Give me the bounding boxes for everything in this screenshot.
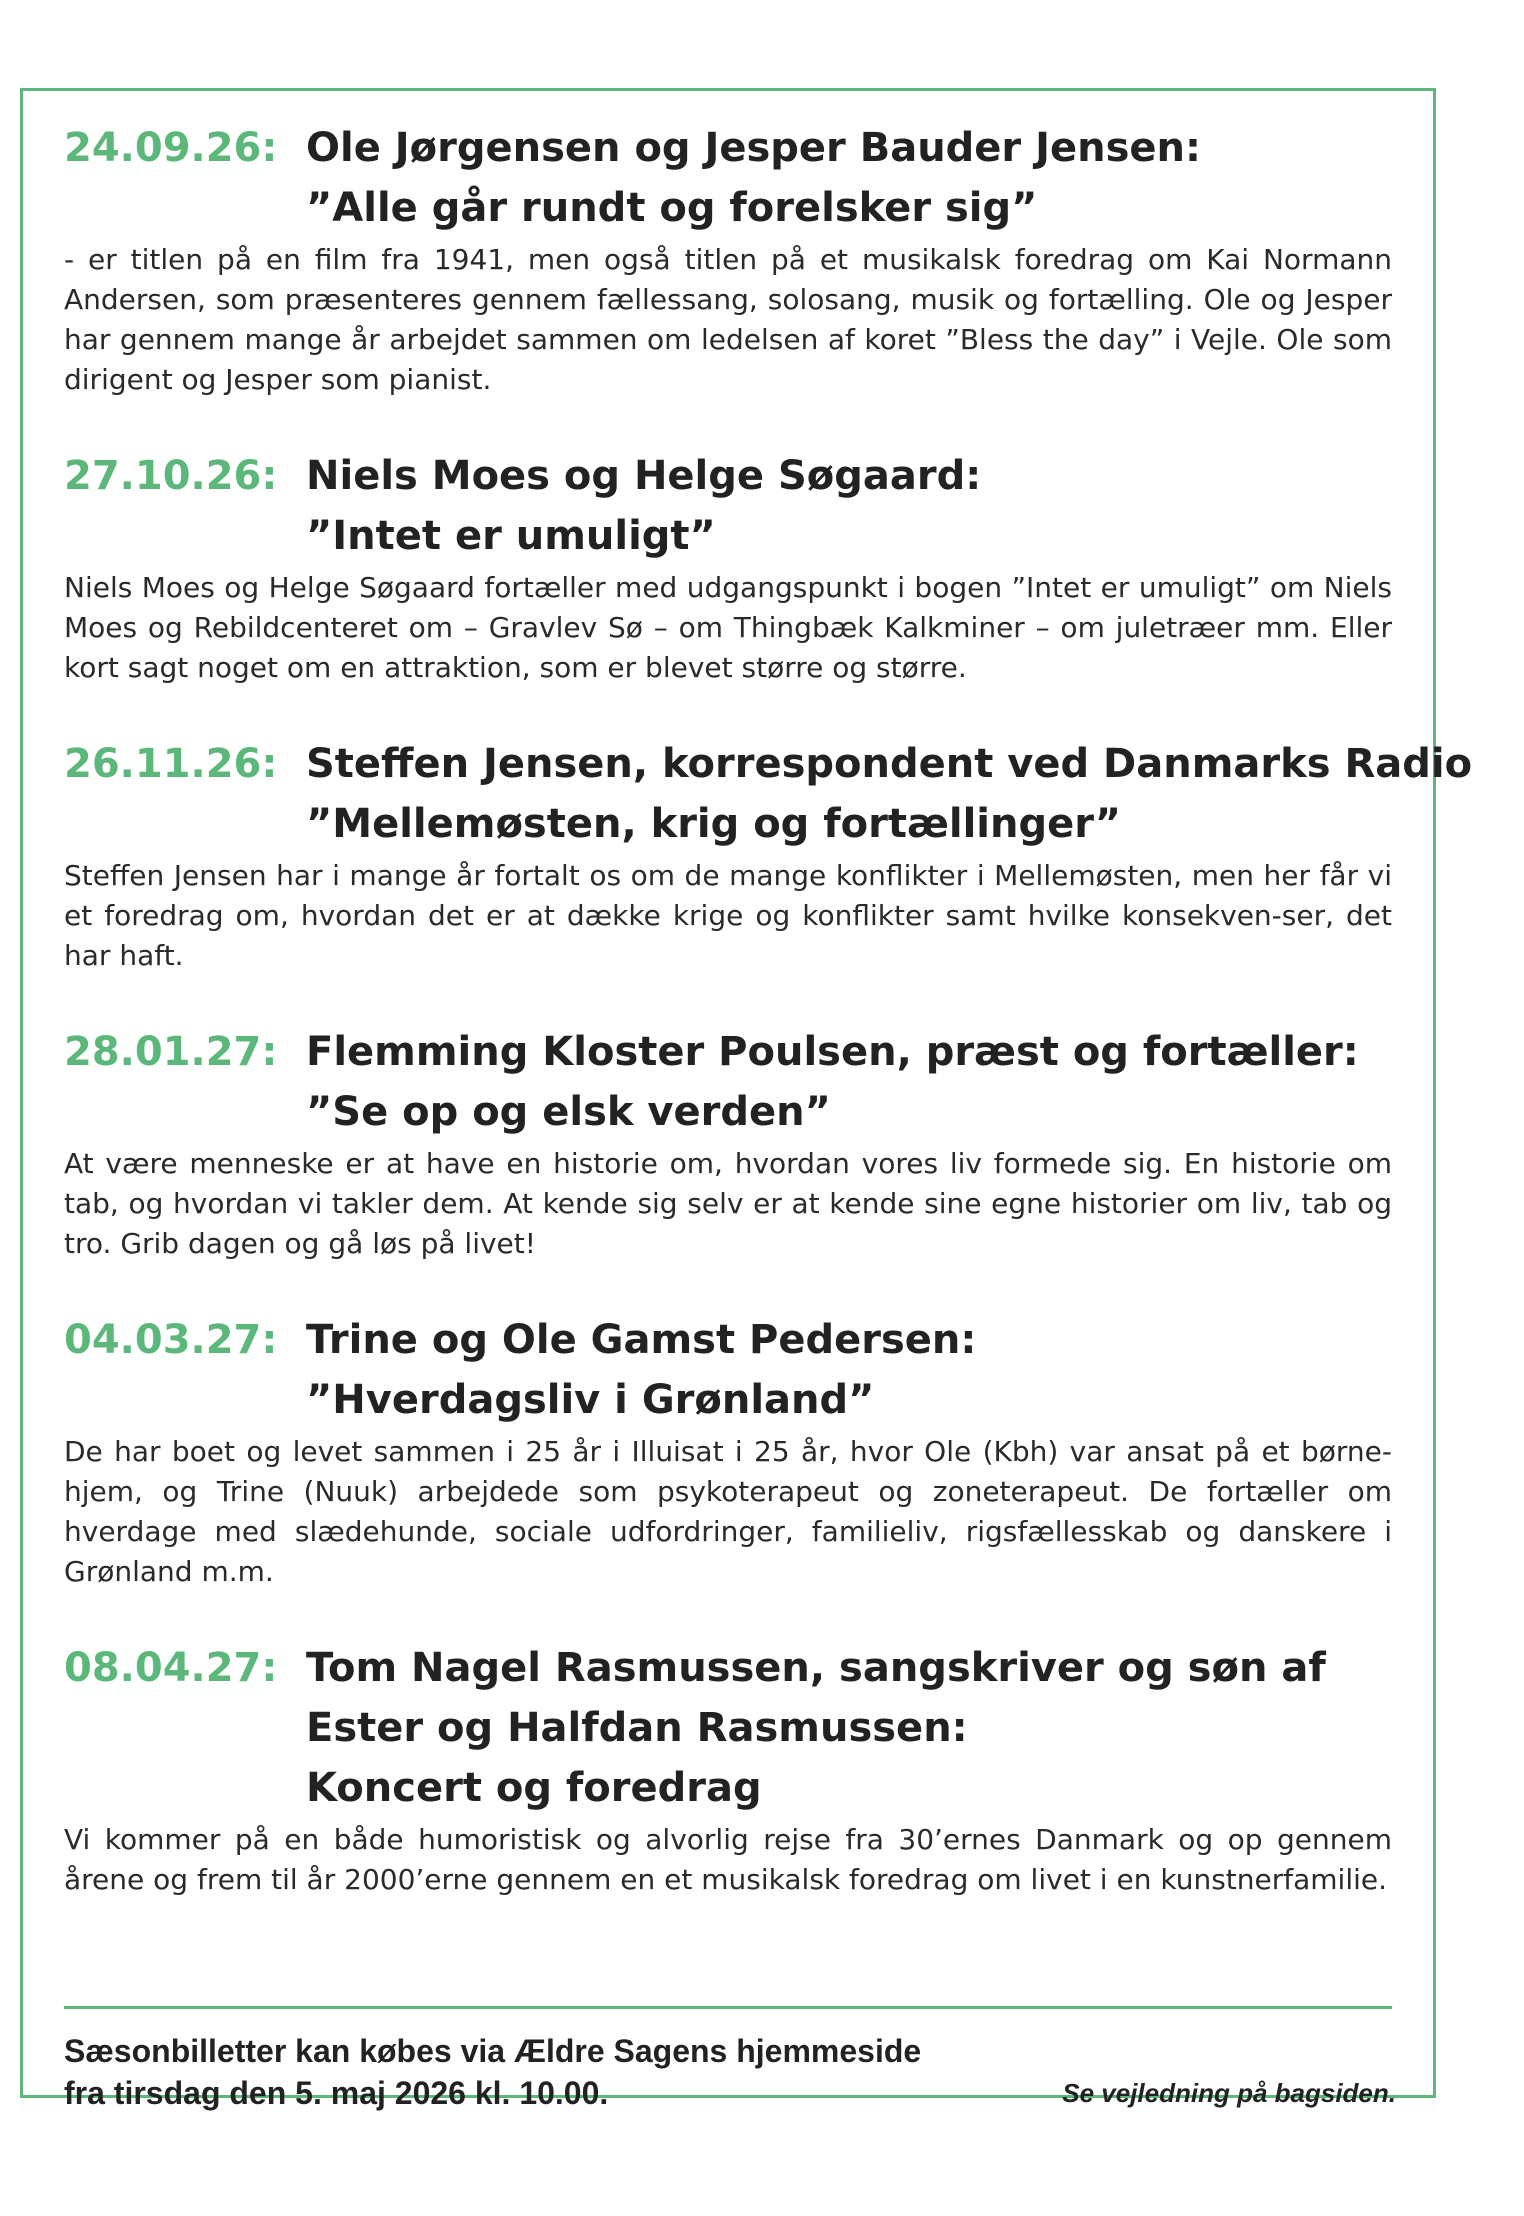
event-item bbox=[64, 118, 1392, 400]
event-title-line: ”Alle går rundt og forelsker sig” bbox=[306, 185, 1038, 231]
event-date: 28.01.27: bbox=[64, 1029, 278, 1075]
event-title-line: Ester og Halfdan Rasmussen: bbox=[306, 1705, 968, 1751]
event-date: 24.09.26: bbox=[64, 125, 278, 171]
event-date: 27.10.26: bbox=[64, 453, 278, 499]
season-ticket-line: Sæsonbilletter kan købes via Ældre Sagens hjemmeside bbox=[64, 2033, 922, 2069]
event-title-line: ”Intet er umuligt” bbox=[306, 513, 716, 559]
event-description: Niels Moes og Helge Søgaard fortæller med udgangspunkt i bogen ”Intet er umuligt” om Niels Moes og Rebildcenteret om – Gravlev Sø – om Thingbæk Kalkminer – om juletræer mm. Eller kort sagt noget om en attraktion, som er blevet større og større. bbox=[64, 571, 1392, 684]
event-item bbox=[64, 1022, 1392, 1264]
event-description: Vi kommer på en både humoristisk og alvorlig rejse fra 30’ernes Danmark og op gennem årene og frem til år 2000’erne gennem en et musikalsk foredrag om livet i en kunstnerfamilie. bbox=[64, 1823, 1392, 1896]
event-title-line: Trine og Ole Gamst Pedersen: bbox=[306, 1317, 977, 1363]
event-title bbox=[306, 1638, 1392, 1818]
event-title-line: Ole Jørgensen og Jesper Bauder Jensen: bbox=[306, 125, 1201, 171]
event-title bbox=[306, 118, 1392, 238]
event-item bbox=[64, 1638, 1392, 1900]
event-description: Steffen Jensen har i mange år fortalt os om de mange konflikter i Mellemøsten, men her får vi et foredrag om, hvordan det er at dække krige og konflikter samt hvilke konsekven-ser, det har haft. bbox=[64, 859, 1392, 972]
event-date: 26.11.26: bbox=[64, 741, 278, 787]
event-title-line: ”Hverdagsliv i Grønland” bbox=[306, 1377, 875, 1423]
event-title bbox=[306, 1022, 1392, 1142]
event-title-line: Niels Moes og Helge Søgaard: bbox=[306, 453, 982, 499]
event-description: De har boet og levet sammen i 25 år i Illuisat i 25 år, hvor Ole (Kbh) var ansat på et børne-hjem, og Trine (Nuuk) arbejdede som psykoterapeut og zoneterapeut. De fortæller om hverdage med slædehunde, sociale udfordringer, familieliv, rigsfællesskab og danskere i Grønland m.m. bbox=[64, 1435, 1392, 1588]
event-description: - er titlen på en film fra 1941, men også titlen på et musikalsk foredrag om Kai Normann Andersen, som præsenteres gennem fællessang, solosang, musik og fortælling. Ole og Jesper har gennem mange år arbejdet sammen om ledelsen af koret ”Bless the day” i Vejle. Ole som dirigent og Jesper som pianist. bbox=[64, 243, 1392, 396]
season-ticket-info bbox=[64, 2030, 921, 2114]
event-title bbox=[306, 446, 1392, 566]
event-header bbox=[64, 734, 1473, 854]
event-title bbox=[306, 734, 1472, 854]
footer-divider bbox=[64, 2006, 1392, 2009]
event-date: 08.04.27: bbox=[64, 1645, 278, 1691]
back-page-note: Se vejledning på bagsiden. bbox=[1062, 2078, 1396, 2108]
event-title-line: Tom Nagel Rasmussen, sangskriver og søn af bbox=[306, 1645, 1326, 1691]
event-item bbox=[64, 446, 1392, 688]
event-date: 04.03.27: bbox=[64, 1317, 278, 1363]
event-title-line: Flemming Kloster Poulsen, præst og fortæller: bbox=[306, 1029, 1359, 1075]
event-list bbox=[64, 118, 1473, 1946]
event-title-line: Steffen Jensen, korrespondent ved Danmarks Radio bbox=[306, 741, 1473, 787]
event-title-line: ”Se op og elsk verden” bbox=[306, 1089, 831, 1135]
event-header bbox=[64, 446, 1392, 566]
event-title-line: Koncert og foredrag bbox=[306, 1765, 762, 1811]
season-ticket-line: fra tirsdag den 5. maj 2026 kl. 10.00. bbox=[64, 2075, 609, 2111]
event-description: At være menneske er at have en historie om, hvordan vores liv formede sig. En historie om tab, og hvordan vi takler dem. At kende sig selv er at kende sine egne historier om liv, tab og tro. Grib dagen og gå løs på livet! bbox=[64, 1147, 1392, 1260]
event-title-line: ”Mellemøsten, krig og fortællinger” bbox=[306, 801, 1121, 847]
event-header bbox=[64, 1022, 1392, 1142]
event-header bbox=[64, 118, 1392, 238]
event-title bbox=[306, 1310, 1392, 1430]
event-header bbox=[64, 1638, 1392, 1818]
event-item bbox=[64, 1310, 1392, 1592]
event-item bbox=[64, 734, 1473, 976]
event-header bbox=[64, 1310, 1392, 1430]
